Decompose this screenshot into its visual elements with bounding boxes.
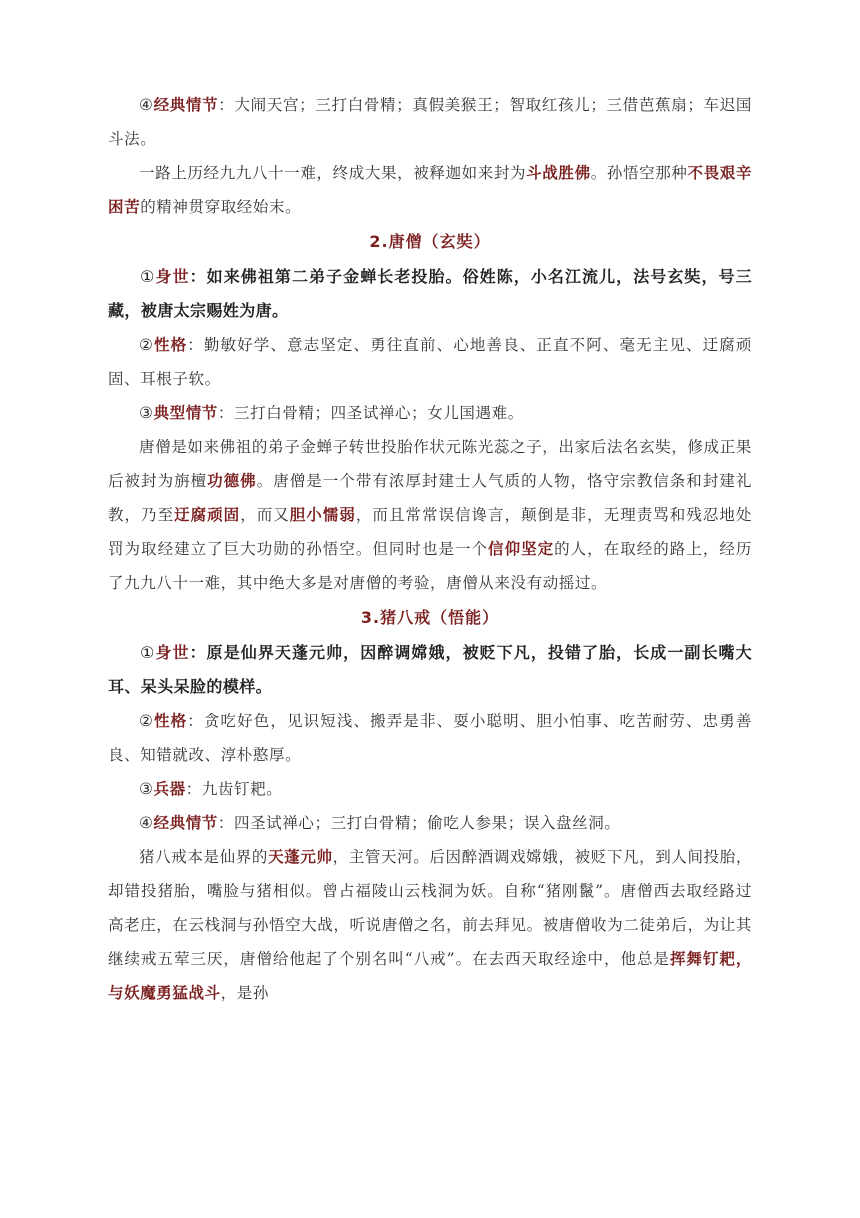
zhubajie-summary-paragraph <box>108 840 752 1010</box>
colon: ： <box>185 780 202 798</box>
tangseng-plot-paragraph <box>108 396 752 430</box>
list-marker: ③ <box>139 780 154 798</box>
text-run: 。孙悟空那种 <box>590 164 688 182</box>
text-run: ，主管天河。后因醉酒调戏嫦娥，被贬下凡，到人间投胎，却错投猪胎，嘴脸与猪相似。曾占福陵山云栈洞为妖。自称“猪刚鬣”。唐僧西去取经路过高老庄，在云栈洞与孙悟空大战，听说唐僧之名，前去拜见。被唐僧收为二徒弟后，为让其继续戒五荤三厌，唐僧给他起了个别名叫“八戒”。在去西天取经途中，他总是 <box>108 848 753 968</box>
paragraph-text: 三打白骨精；四圣试禅心；女儿国遇难。 <box>234 404 524 422</box>
list-marker: ② <box>139 712 155 730</box>
list-marker: ① <box>140 643 156 662</box>
colon: ： <box>189 267 207 286</box>
text-run: 。唐僧是一个带有浓厚封建士人气质的人物，恪守宗教信条和封建礼教，乃至 <box>108 472 752 524</box>
colon: ： <box>187 712 204 730</box>
highlight-text: 斗战胜佛 <box>526 163 591 182</box>
text-run: ，而且常常误信谗言，颠倒是非，无理责骂和残忍地处罚为取经建立了巨大功勋的孙悟空。但同时也是一个 <box>108 506 752 558</box>
term-label: 兵器 <box>153 779 186 798</box>
colon: ： <box>217 404 235 422</box>
paragraph-text: 贪吃好色，见识短浅、搬弄是非、耍小聪明、胆小怕事、吃苦耐劳、忠勇善良、知错就改、淳朴憨厚。 <box>108 712 752 764</box>
term-label: 性格 <box>154 711 188 730</box>
zhubajie-plot-paragraph <box>108 806 752 840</box>
sunwukong-summary-paragraph <box>108 156 752 224</box>
term-label: 性格 <box>154 335 188 354</box>
term-label: 经典情节 <box>153 813 218 832</box>
list-marker: ④ <box>139 96 154 114</box>
paragraph-text: 勤敏好学、意志坚定、勇往直前、心地善良、正直不阿、毫无主见、迂腐顽固、耳根子软。 <box>108 336 752 388</box>
colon: ： <box>218 96 235 114</box>
tangseng-summary-paragraph <box>108 430 752 600</box>
text-run: 一路上历经九九八十一难，终成大果，被释迦如来封为 <box>139 164 527 182</box>
colon: ： <box>187 336 204 354</box>
list-marker: ② <box>139 336 155 354</box>
text-run: 唐僧是如来佛祖的弟子金蝉子转世投胎作状元陈光蕊之子，出家后法名玄奘，修成正果后被封为旃檀 <box>108 438 752 490</box>
text-run: 猪八戒本是仙界的 <box>139 848 269 866</box>
term-label: 经典情节 <box>153 95 219 114</box>
paragraph-text: 四圣试禅心；三打白骨精；偷吃人参果；误入盘丝洞。 <box>234 814 621 832</box>
highlight-text: 天蓬元帅 <box>268 847 333 866</box>
highlight-text: 信仰坚定 <box>488 539 555 558</box>
paragraph-text: 大闹天宫；三打白骨精；真假美猴王；智取红孩儿；三借芭蕉扇；车迟国斗法。 <box>108 96 753 148</box>
section-heading-tangseng: 2.唐僧（玄奘） <box>369 232 491 251</box>
term-label: 典型情节 <box>153 403 218 422</box>
zhubajie-weapon-paragraph <box>108 772 752 806</box>
paragraph-text: 原是仙界天蓬元帅，因醉调嫦娥，被贬下凡，投错了胎，长成一副长嘴大耳、呆头呆脸的模样。 <box>108 643 753 696</box>
highlight-text: 迂腐顽固 <box>174 505 241 524</box>
term-label: 身世 <box>155 267 190 286</box>
text-run: ，而又 <box>240 506 290 524</box>
colon: ： <box>189 643 207 662</box>
section-heading-zhubajie: 3.猪八戒（悟能） <box>360 608 500 627</box>
highlight-text: 胆小懦弱 <box>289 505 356 524</box>
paragraph-text: 如来佛祖第二弟子金蝉长老投胎。俗姓陈，小名江流儿，法号玄奘，号三藏，被唐太宗赐姓为唐。 <box>108 267 753 320</box>
list-marker: ① <box>140 267 156 286</box>
sunwukong-plot-paragraph <box>108 88 752 156</box>
highlight-text: 挥舞钉耙，与妖魔勇猛战斗 <box>108 949 752 1002</box>
term-label: 身世 <box>155 643 190 662</box>
text-run: 的人，在取经的路上，经历了九九八十一难，其中绝大多是对唐僧的考验，唐僧从来没有动摇过。 <box>108 540 752 592</box>
list-marker: ③ <box>139 404 154 422</box>
highlight-text: 功德佛 <box>207 471 257 490</box>
tangseng-origin-paragraph <box>108 260 752 328</box>
highlight-text: 不畏艰辛困苦 <box>108 163 752 216</box>
zhubajie-personality-paragraph <box>108 704 752 772</box>
zhubajie-origin-paragraph <box>108 636 752 704</box>
document-body <box>108 88 752 1010</box>
paragraph-text: 九齿钉耙。 <box>201 780 283 798</box>
tangseng-personality-paragraph <box>108 328 752 396</box>
text-run: ，是孙 <box>220 984 270 1002</box>
colon: ： <box>217 814 235 832</box>
text-run: 的精神贯穿取经始末。 <box>140 198 302 216</box>
list-marker: ④ <box>139 814 154 832</box>
